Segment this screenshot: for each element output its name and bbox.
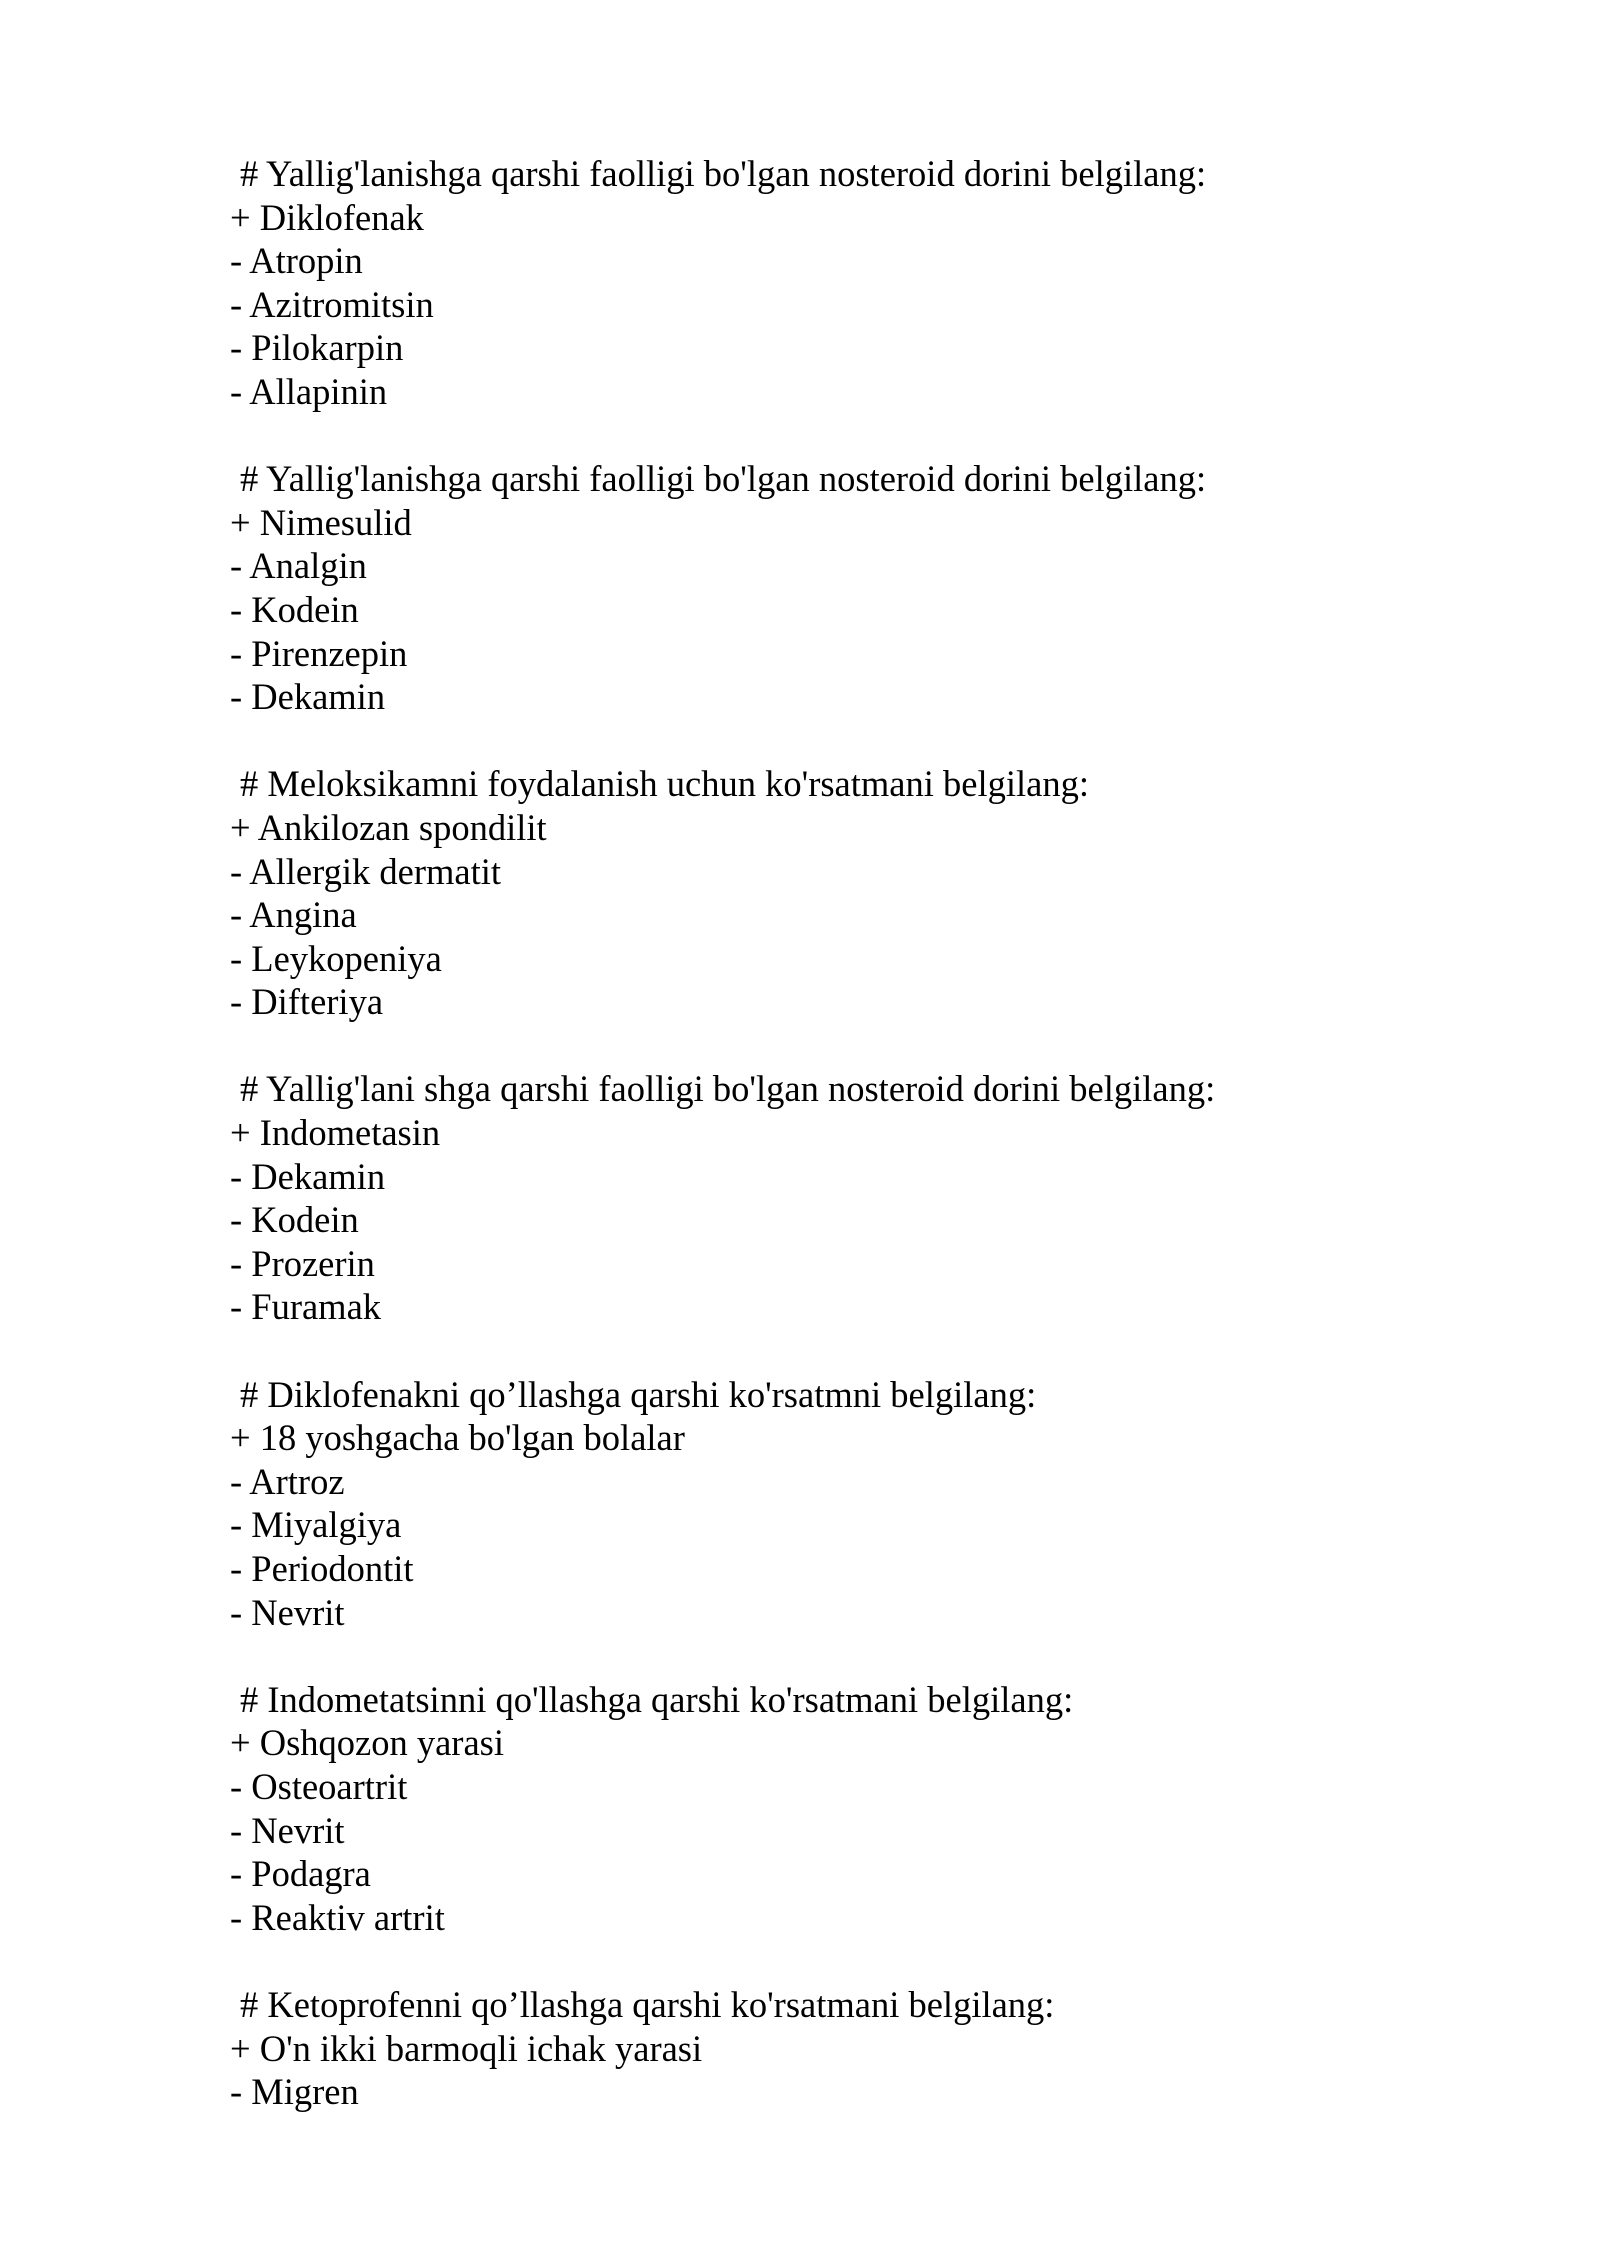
answer-option: - Periodontit bbox=[230, 1548, 414, 1589]
answer-option: - Leykopeniya bbox=[230, 937, 442, 979]
answer-option-correct: + Indometasin bbox=[230, 1112, 441, 1154]
question-text: # Meloksikamni foydalanish uchun ko'rsatmani belgilang: bbox=[240, 763, 1089, 805]
answer-option: - Difteriya bbox=[230, 981, 384, 1023]
question-block bbox=[230, 152, 1430, 414]
question-text: # Yallig'lanishga qarshi faolligi bo'lgan nosteroid dorini belgilang: bbox=[240, 458, 1207, 500]
answer-option: - Furamak bbox=[230, 1286, 382, 1328]
answer-option: - Pilokarpin bbox=[230, 327, 404, 369]
document-body bbox=[230, 152, 1430, 2157]
question-text: # Ketoprofenni qo’llashga qarshi ko'rsatmani belgilang: bbox=[240, 1983, 1055, 2025]
question-block bbox=[230, 1373, 1430, 1635]
answer-option: - Pirenzepin bbox=[230, 632, 408, 674]
question-text: # Yallig'lanishga qarshi faolligi bo'lgan nosteroid dorini belgilang: bbox=[240, 153, 1207, 194]
answer-option: - Prozerin bbox=[230, 1242, 375, 1284]
answer-option: - Podagra bbox=[230, 1853, 371, 1895]
answer-option: - Nevrit bbox=[230, 1591, 345, 1633]
answer-option: - Allapinin bbox=[230, 370, 388, 412]
answer-option: - Allergik dermatit bbox=[230, 850, 501, 892]
answer-option: - Analgin bbox=[230, 545, 367, 587]
answer-option: - Dekamin bbox=[230, 1155, 386, 1197]
answer-option: - Angina bbox=[230, 894, 357, 936]
question-block bbox=[230, 762, 1430, 1024]
answer-option-correct: + Diklofenak bbox=[230, 196, 424, 238]
answer-option: - Migren bbox=[230, 2071, 359, 2113]
answer-option-correct: + 18 yoshgacha bo'lgan bolalar bbox=[230, 1417, 685, 1459]
answer-option-correct: + Nimesulid bbox=[230, 501, 412, 543]
answer-option: - Artroz bbox=[230, 1460, 345, 1502]
question-block bbox=[230, 1067, 1430, 1329]
answer-option-correct: + Oshqozon yarasi bbox=[230, 1722, 504, 1764]
answer-option: - Dekamin bbox=[230, 676, 386, 718]
question-text: # Yallig'lani shga qarshi faolligi bo'lgan nosteroid dorini belgilang: bbox=[240, 1068, 1216, 1110]
answer-option: - Kodein bbox=[230, 588, 359, 630]
question-text: # Indometatsinni qo'llashga qarshi ko'rsatmani belgilang: bbox=[240, 1678, 1074, 1720]
answer-option: - Osteoartrit bbox=[230, 1765, 408, 1807]
answer-option: - Kodein bbox=[230, 1199, 359, 1241]
answer-option: - Miyalgiya bbox=[230, 1504, 402, 1546]
question-block bbox=[230, 457, 1430, 719]
question-block bbox=[230, 1983, 1430, 2114]
answer-option: - Nevrit bbox=[230, 1809, 345, 1851]
question-text: # Diklofenakni qo’llashga qarshi ko'rsatmni belgilang: bbox=[240, 1373, 1037, 1415]
question-block bbox=[230, 1678, 1430, 1940]
answer-option: - Reaktiv artrit bbox=[230, 1896, 445, 1938]
answer-option-correct: + O'n ikki barmoqli ichak yarasi bbox=[230, 2027, 703, 2069]
answer-option-correct: + Ankilozan spondilit bbox=[230, 806, 547, 848]
answer-option: - Azitromitsin bbox=[230, 283, 434, 325]
answer-option: - Atropin bbox=[230, 240, 363, 282]
